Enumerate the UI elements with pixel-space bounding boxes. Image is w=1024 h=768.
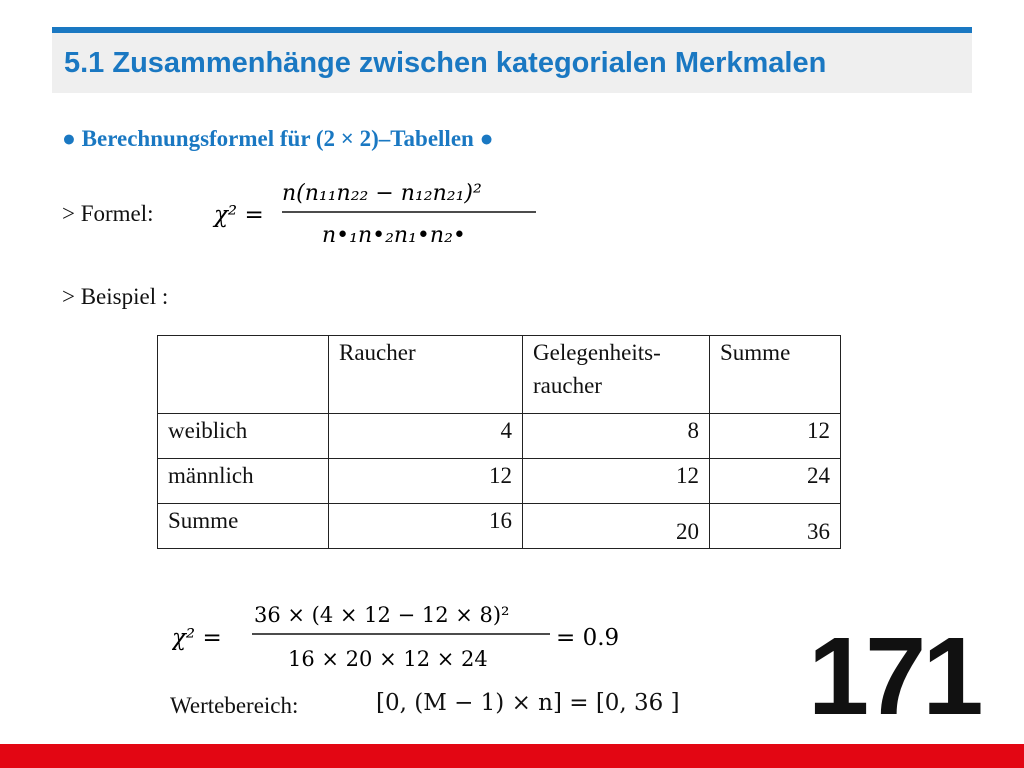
formula-lhs: χ² = bbox=[214, 202, 264, 228]
title-bar bbox=[52, 27, 972, 93]
chi-square-calculation bbox=[172, 588, 642, 678]
chi-square-formula bbox=[210, 172, 550, 262]
table-row bbox=[158, 459, 841, 504]
slide-title: 5.1 Zusammenhänge zwischen kategorialen Merkmalen bbox=[64, 47, 827, 79]
table-cell: 12 bbox=[329, 459, 523, 504]
formula-numerator: n(n₁₁n₂₂ − n₁₂n₂₁)² bbox=[282, 181, 482, 206]
header-cell-gelegenheitsraucher: Gelegenheits- raucher bbox=[523, 336, 710, 414]
table-row bbox=[158, 414, 841, 459]
table-cell: 20 bbox=[523, 504, 710, 549]
calc-numerator: 36 × (4 × 12 − 12 × 8)² bbox=[254, 603, 510, 627]
formula-denominator: n•₁n•₂n₁•n₂• bbox=[322, 223, 466, 248]
header-cell-raucher: Raucher bbox=[329, 336, 523, 414]
calc-lhs: χ² = bbox=[172, 625, 222, 651]
header-cell-summe: Summe bbox=[710, 336, 841, 414]
table-cell: 36 bbox=[710, 504, 841, 549]
formula-label: > Formel: bbox=[62, 201, 154, 226]
row-label: weiblich bbox=[158, 414, 329, 459]
calc-result: = 0.9 bbox=[556, 625, 620, 651]
section-heading: ● Berechnungsformel für (2 × 2)–Tabellen ● bbox=[62, 126, 494, 151]
table-cell: 4 bbox=[329, 414, 523, 459]
range-label: Wertebereich: bbox=[170, 693, 299, 718]
table-cell: 12 bbox=[523, 459, 710, 504]
range-formula: [0, (M − 1) × n] = [0, 36 ] bbox=[376, 690, 680, 716]
table-cell: 16 bbox=[329, 504, 523, 549]
header-cell-empty bbox=[158, 336, 329, 414]
row-label: männlich bbox=[158, 459, 329, 504]
table-cell: 8 bbox=[523, 414, 710, 459]
footer-bar bbox=[0, 744, 1024, 768]
table-cell: 12 bbox=[710, 414, 841, 459]
row-label: Summe bbox=[158, 504, 329, 549]
calc-denominator: 16 × 20 × 12 × 24 bbox=[288, 647, 488, 671]
table-header-row bbox=[158, 336, 841, 414]
table-row bbox=[158, 504, 841, 549]
contingency-table bbox=[157, 335, 841, 549]
table-cell: 24 bbox=[710, 459, 841, 504]
example-label: > Beispiel : bbox=[62, 284, 169, 309]
slide-number: 171 bbox=[808, 615, 980, 738]
